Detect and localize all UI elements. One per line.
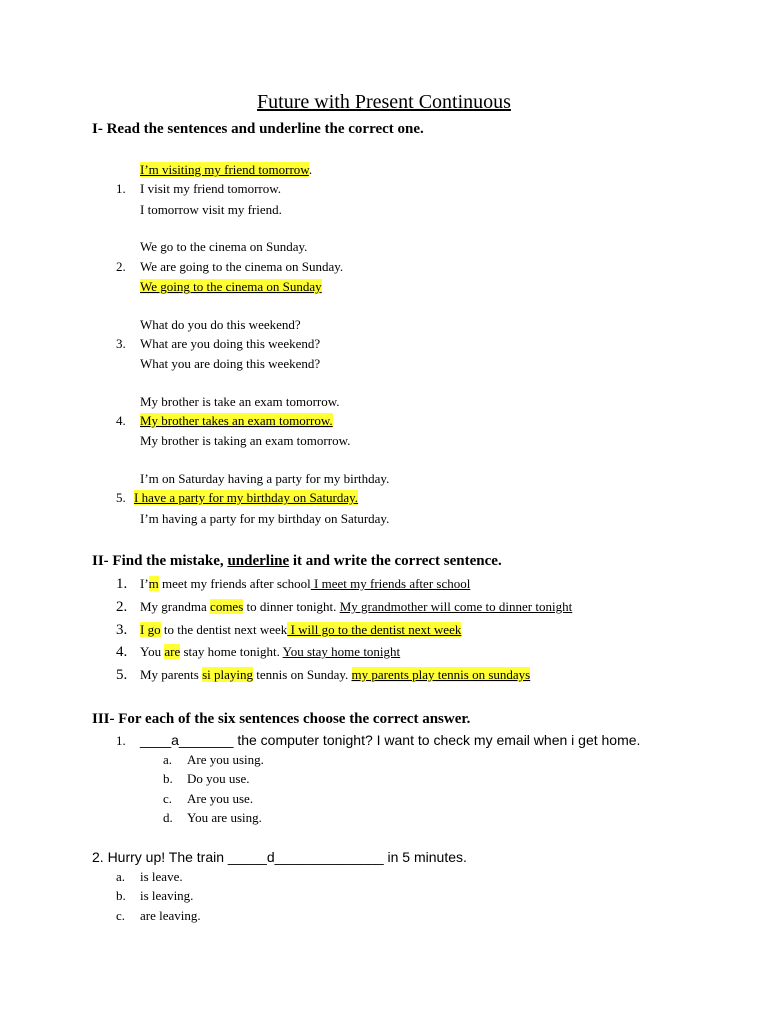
section-1-heading: I- Read the sentences and underline the correct one. [92,121,424,137]
option-text: Do you use. [187,771,250,786]
item-number: 5. [116,490,126,505]
sentence-option: We going to the cinema on Sunday [140,279,322,294]
option-letter: a. [163,752,173,767]
option-letter: d. [163,810,173,825]
correction-row: My parents si playing tennis on Sunday. my parents play tennis on sundays [140,667,531,682]
item-number: 1. [116,733,126,748]
option-text: Are you using. [187,752,264,767]
correction-row: You are stay home tonight. You stay home tonight [140,644,401,659]
item-number: 1. [116,576,128,592]
sentence-option: I have a party for my birthday on Saturday. [134,490,359,505]
question-text: 2. Hurry up! The train _____d______________ in 5 minutes. [92,849,467,865]
item-number: 3. [116,622,128,638]
sentence-option: We are going to the cinema on Sunday. [140,259,344,274]
sentence-option: We go to the cinema on Sunday. [140,239,308,254]
section-3-heading: III- For each of the six sentences choose the correct answer. [92,711,471,727]
correction-row: My grandma comes to dinner tonight. My grandmother will come to dinner tonight [140,599,573,614]
sentence-option: My brother takes an exam tomorrow. [140,413,333,428]
option-text: Are you use. [187,791,254,806]
sentence-option: I’m on Saturday having a party for my birthday. [140,471,390,486]
sentence-option: What do you do this weekend? [140,317,301,332]
item-number: 4. [116,644,128,660]
option-letter: c. [116,908,126,923]
sentence-option: What you are doing this weekend? [140,356,321,371]
option-letter: b. [163,771,173,786]
sentence-option: What are you doing this weekend? [140,336,321,351]
item-number: 5. [116,667,128,683]
item-number: 4. [116,413,126,428]
sentence-option: I’m having a party for my birthday on Saturday. [140,511,390,526]
option-letter: a. [116,869,126,884]
sentence-option: I visit my friend tomorrow. [140,181,282,196]
sentence-option: My brother is take an exam tomorrow. [140,394,340,409]
item-number: 3. [116,336,126,351]
item-number: 1. [116,181,126,196]
question-text: ____a_______ the computer tonight? I want to check my email when i get home. [140,732,641,748]
option-text: You are using. [187,810,262,825]
item-number: 2. [116,259,126,274]
option-text: is leaving. [140,888,194,903]
option-letter: c. [163,791,173,806]
sentence-option: My brother is taking an exam tomorrow. [140,433,351,448]
sentence-option: I’m visiting my friend tomorrow. [140,162,313,177]
item-number: 2. [116,599,128,615]
sentence-option: I tomorrow visit my friend. [140,202,282,217]
correction-row: I go to the dentist next week I will go to the dentist next week [140,622,462,637]
section-2-heading: II- Find the mistake, underline it and write the correct sentence. [92,553,502,569]
option-text: is leave. [140,869,183,884]
option-text: are leaving. [140,908,201,923]
correction-row: I’m meet my friends after school I meet my friends after school [140,576,471,591]
option-letter: b. [116,888,126,903]
page-title: Future with Present Continuous [257,91,511,113]
